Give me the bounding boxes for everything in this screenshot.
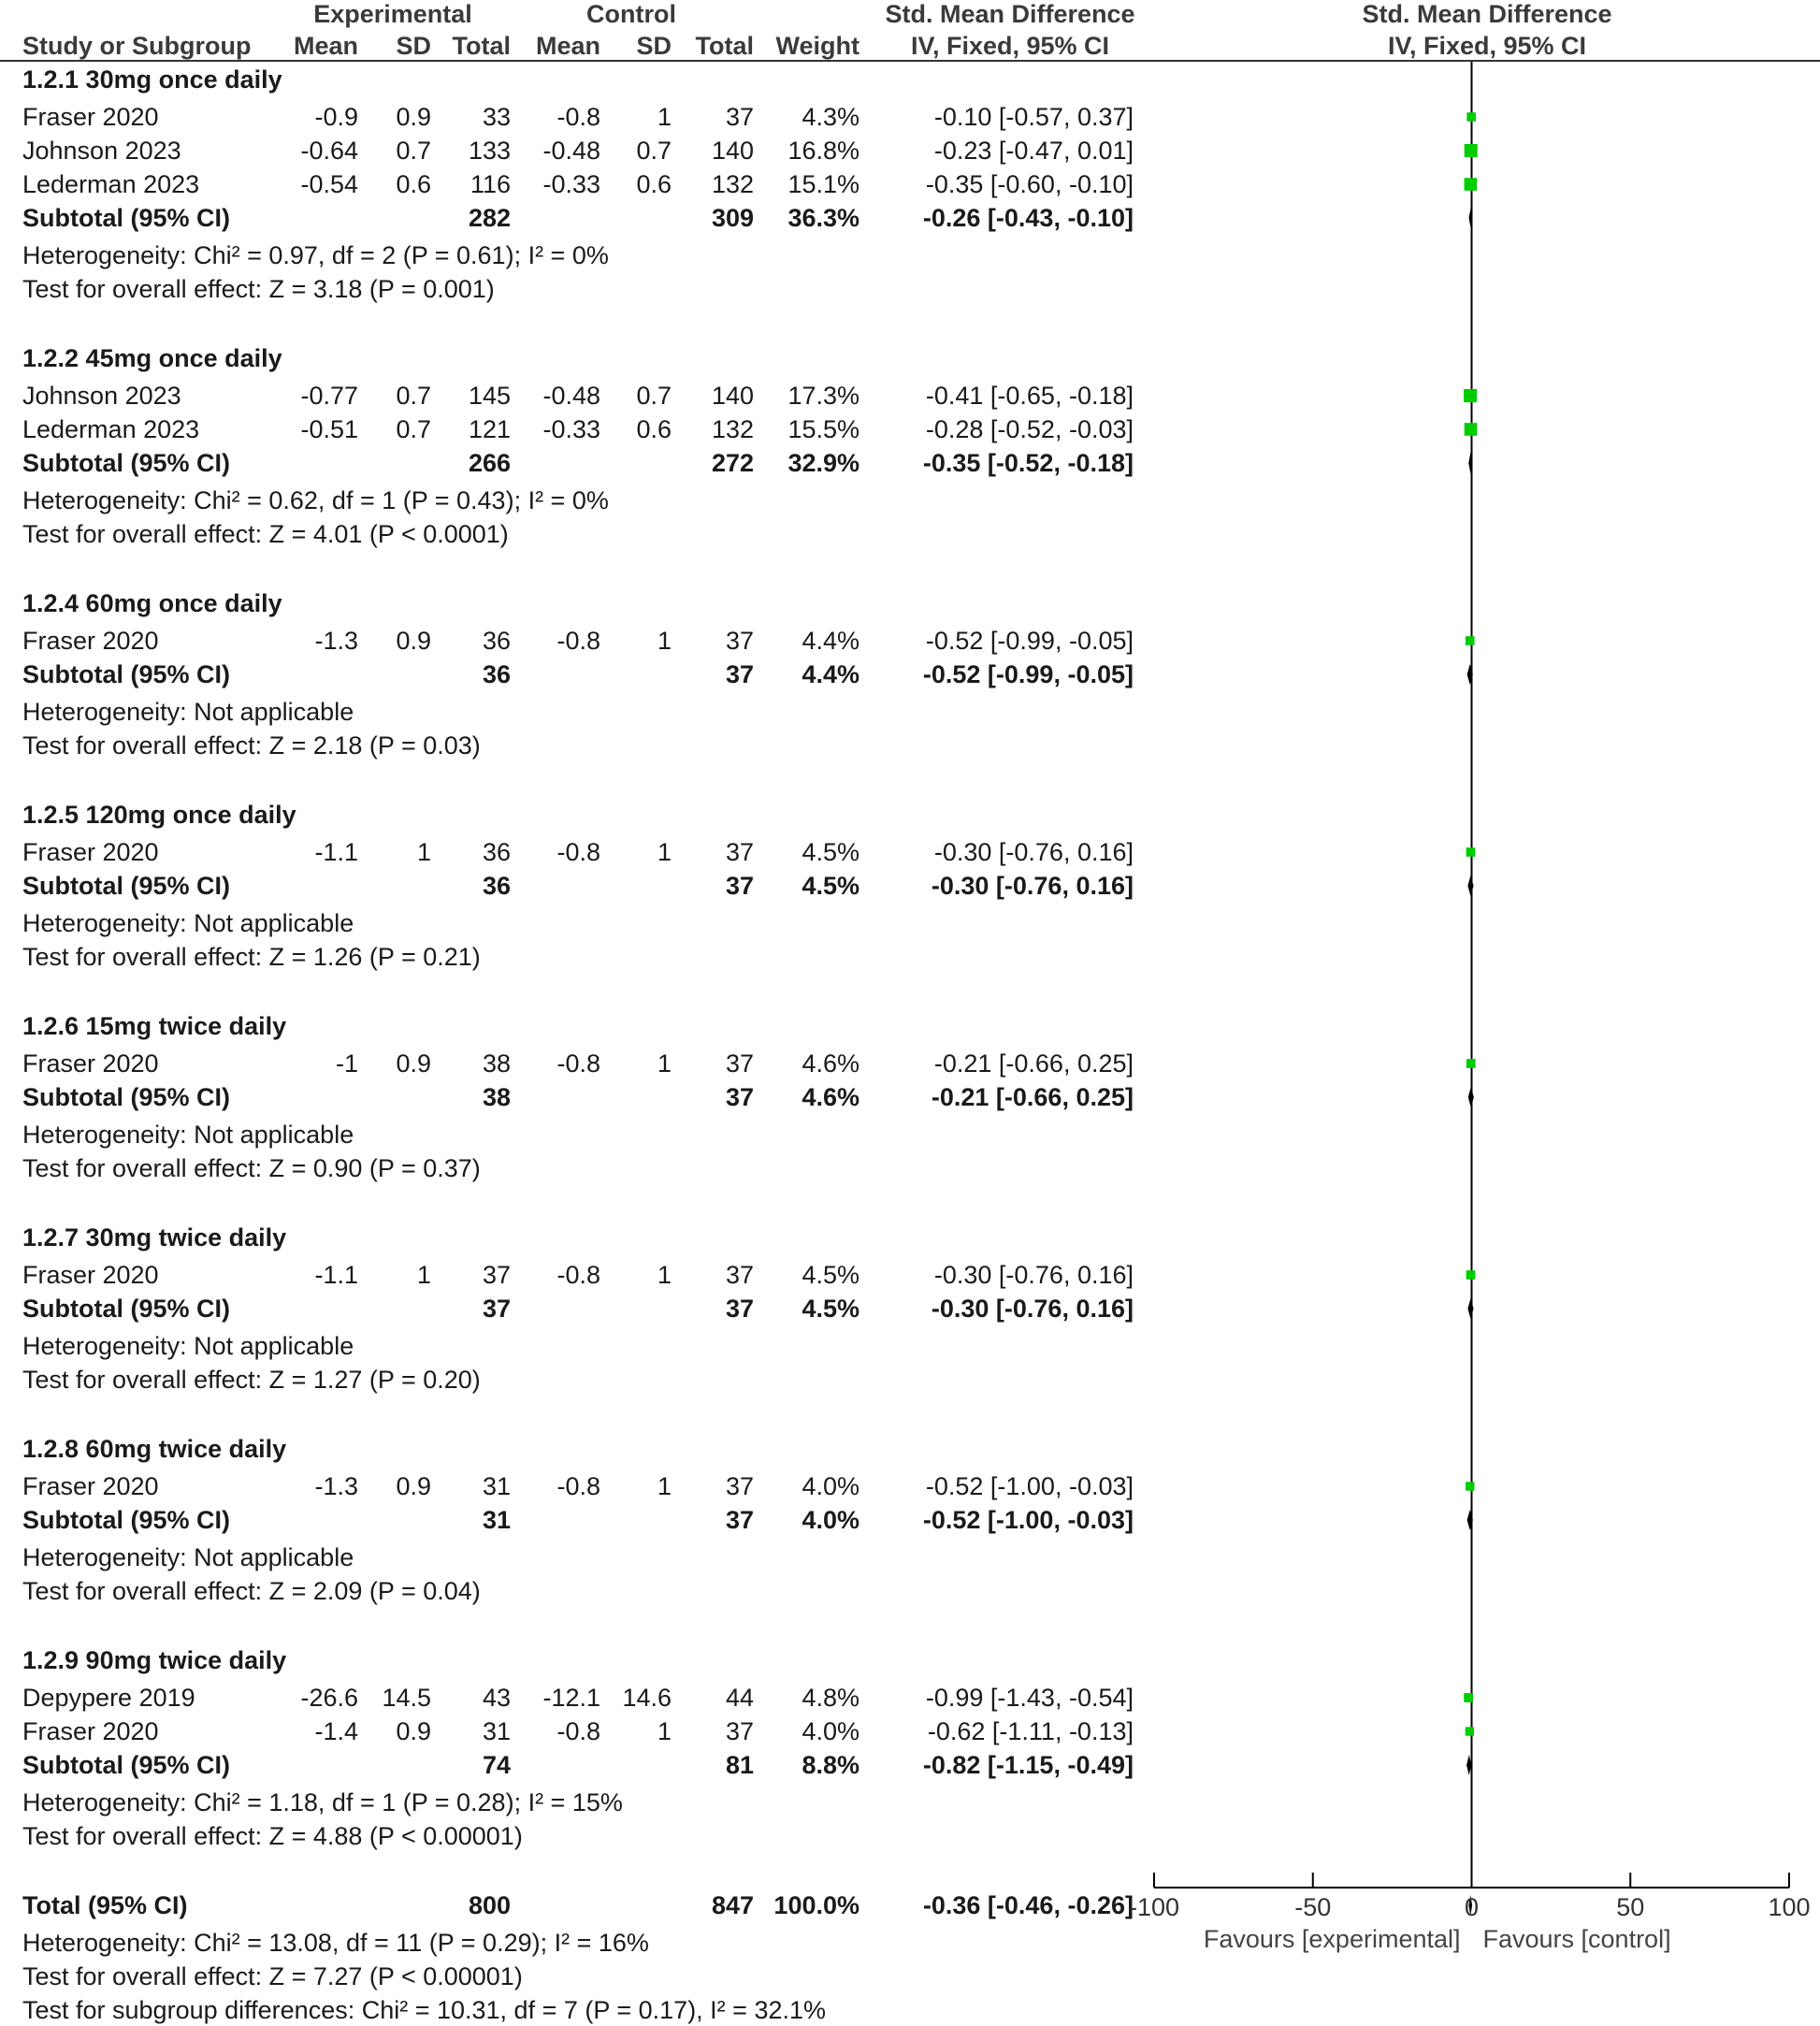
cell-w: 4.5% xyxy=(802,1261,859,1289)
cell-w: 32.9% xyxy=(787,449,859,477)
subgroup-title: 1.2.6 15mg twice daily xyxy=(22,1012,287,1040)
cell-w: 100.0% xyxy=(773,1891,859,1919)
cell-ci: -0.35 [-0.52, -0.18] xyxy=(922,449,1134,477)
cell-ct: 37 xyxy=(725,1295,754,1323)
subgroup-title: 1.2.2 45mg once daily xyxy=(22,344,282,372)
cell-et: 121 xyxy=(468,415,511,443)
header-study: Study or Subgroup xyxy=(22,32,252,60)
cell-cm: -0.8 xyxy=(556,103,600,131)
header-ctl-total: Total xyxy=(695,32,754,60)
cell-et: 282 xyxy=(468,204,511,232)
subtotal-label: Subtotal (95% CI) xyxy=(22,1751,231,1779)
cell-cs: 1 xyxy=(657,1049,672,1078)
cell-es: 0.9 xyxy=(396,1049,431,1078)
header-plot-label: Std. Mean Difference xyxy=(1362,0,1612,28)
stat-note: Test for overall effect: Z = 4.88 (P < 0.00001) xyxy=(22,1822,523,1850)
cell-et: 31 xyxy=(482,1506,511,1534)
cell-ct: 81 xyxy=(725,1751,754,1779)
cell-es: 0.9 xyxy=(396,627,431,655)
study-name: Fraser 2020 xyxy=(22,1472,159,1500)
cell-ci: -0.26 [-0.43, -0.10] xyxy=(922,204,1134,232)
study-name: Lederman 2023 xyxy=(22,415,200,443)
total-label: Total (95% CI) xyxy=(22,1891,188,1919)
cell-ci: -0.10 [-0.57, 0.37] xyxy=(933,103,1134,131)
cell-w: 4.6% xyxy=(802,1083,859,1111)
cell-es: 0.7 xyxy=(396,382,431,410)
stat-note: Heterogeneity: Not applicable xyxy=(22,909,354,937)
cell-ct: 37 xyxy=(725,1472,754,1500)
cell-es: 1 xyxy=(416,1261,431,1289)
cell-w: 15.5% xyxy=(787,415,859,443)
cell-ct: 140 xyxy=(711,137,754,165)
cell-cm: -0.48 xyxy=(542,137,600,165)
stat-note: Heterogeneity: Not applicable xyxy=(22,1332,354,1360)
cell-et: 31 xyxy=(482,1472,511,1500)
cell-cm: -0.8 xyxy=(556,838,600,866)
cell-ci: -0.30 [-0.76, 0.16] xyxy=(933,838,1134,866)
cell-w: 4.5% xyxy=(802,1295,859,1323)
stat-note: Test for overall effect: Z = 2.09 (P = 0.04) xyxy=(22,1577,481,1605)
subtotal-label: Subtotal (95% CI) xyxy=(22,449,231,477)
cell-w: 4.0% xyxy=(802,1717,859,1745)
subtotal-diamond xyxy=(1467,1298,1473,1319)
x-tick-label: 100 xyxy=(1768,1893,1811,1921)
study-marker xyxy=(1466,1727,1474,1735)
study-name: Fraser 2020 xyxy=(22,1049,159,1078)
cell-ct: 37 xyxy=(725,1083,754,1111)
study-name: Fraser 2020 xyxy=(22,103,159,131)
cell-ct: 37 xyxy=(725,838,754,866)
cell-w: 15.1% xyxy=(787,170,859,198)
cell-w: 16.8% xyxy=(787,137,859,165)
cell-et: 36 xyxy=(482,872,511,900)
stat-note: Heterogeneity: Chi² = 0.97, df = 2 (P = 0.61); I² = 0% xyxy=(22,241,609,269)
cell-ci: -0.30 [-0.76, 0.16] xyxy=(931,1295,1134,1323)
stat-note: Test for overall effect: Z = 1.27 (P = 0.20) xyxy=(22,1366,481,1394)
cell-em: -0.54 xyxy=(300,170,358,198)
cell-w: 8.8% xyxy=(802,1751,859,1779)
cell-cm: -0.33 xyxy=(542,415,600,443)
cell-et: 31 xyxy=(482,1717,511,1745)
study-marker xyxy=(1465,423,1478,436)
cell-es: 0.9 xyxy=(396,1472,431,1500)
stat-note: Heterogeneity: Not applicable xyxy=(22,698,354,726)
cell-ci: -0.52 [-0.99, -0.05] xyxy=(925,627,1134,655)
cell-cm: -0.8 xyxy=(556,1472,600,1500)
header-effect: Std. Mean Difference xyxy=(885,0,1135,28)
cell-cs: 0.7 xyxy=(636,382,672,410)
cell-em: -0.51 xyxy=(300,415,358,443)
stat-note: Test for overall effect: Z = 1.26 (P = 0.21) xyxy=(22,943,481,971)
cell-cs: 0.6 xyxy=(636,415,672,443)
x-tick-label: 0 xyxy=(1464,1893,1480,1921)
forest-plot-area xyxy=(1122,56,1814,1977)
cell-w: 4.0% xyxy=(802,1472,859,1500)
stat-note: Test for subgroup differences: Chi² = 10.31, df = 7 (P = 0.17), I² = 32.1% xyxy=(22,1996,827,2024)
cell-et: 116 xyxy=(469,170,511,198)
study-name: Fraser 2020 xyxy=(22,1261,159,1289)
favours-control-label: Favours [control] xyxy=(1482,1925,1671,1953)
subgroup-title: 1.2.9 90mg twice daily xyxy=(22,1646,287,1674)
cell-ci: -0.99 [-1.43, -0.54] xyxy=(925,1684,1134,1712)
cell-ct: 37 xyxy=(725,627,754,655)
cell-cs: 1 xyxy=(657,627,672,655)
study-name: Lederman 2023 xyxy=(22,170,200,198)
cell-et: 37 xyxy=(482,1295,511,1323)
cell-em: -1.1 xyxy=(314,1261,358,1289)
study-marker xyxy=(1464,389,1477,402)
subtotal-label: Subtotal (95% CI) xyxy=(22,204,231,232)
cell-es: 1 xyxy=(416,838,431,866)
subtotal-label: Subtotal (95% CI) xyxy=(22,872,231,900)
cell-w: 4.6% xyxy=(802,1049,859,1078)
header-control: Control xyxy=(586,0,676,28)
cell-em: -1.3 xyxy=(314,1472,358,1500)
cell-ci: -0.35 [-0.60, -0.10] xyxy=(925,170,1134,198)
x-tick-label: 50 xyxy=(1616,1893,1645,1921)
header-exp-mean: Mean xyxy=(293,32,358,60)
header-ctl-mean: Mean xyxy=(535,32,600,60)
cell-cm: -0.8 xyxy=(556,1049,600,1078)
cell-ct: 37 xyxy=(725,1261,754,1289)
cell-em: -0.77 xyxy=(300,382,358,410)
cell-et: 33 xyxy=(482,103,511,131)
study-marker xyxy=(1466,112,1476,122)
cell-ct: 37 xyxy=(725,103,754,131)
cell-et: 43 xyxy=(482,1684,511,1712)
stat-note: Test for overall effect: Z = 7.27 (P < 0.00001) xyxy=(22,1962,523,1990)
cell-et: 37 xyxy=(482,1261,511,1289)
cell-ci: -0.52 [-0.99, -0.05] xyxy=(922,660,1134,688)
cell-em: -26.6 xyxy=(300,1684,358,1712)
stat-note: Heterogeneity: Chi² = 0.62, df = 1 (P = 0.43); I² = 0% xyxy=(22,486,609,514)
stat-note: Test for overall effect: Z = 4.01 (P < 0.0001) xyxy=(22,520,509,548)
header-ctl-sd: SD xyxy=(636,32,672,60)
cell-ct: 37 xyxy=(725,872,754,900)
cell-cm: -12.1 xyxy=(542,1684,600,1712)
subtotal-label: Subtotal (95% CI) xyxy=(22,1083,231,1111)
cell-cs: 1 xyxy=(657,1717,672,1745)
cell-ci: -0.52 [-1.00, -0.03] xyxy=(922,1506,1134,1534)
cell-cm: -0.33 xyxy=(542,170,600,198)
cell-es: 14.5 xyxy=(382,1684,431,1712)
cell-ct: 272 xyxy=(711,449,754,477)
cell-et: 38 xyxy=(482,1083,511,1111)
cell-ci: -0.30 [-0.76, 0.16] xyxy=(933,1261,1134,1289)
cell-w: 4.5% xyxy=(802,838,859,866)
subtotal-label: Subtotal (95% CI) xyxy=(22,660,231,688)
cell-w: 4.4% xyxy=(802,660,859,688)
study-marker xyxy=(1466,1482,1474,1490)
cell-et: 38 xyxy=(482,1049,511,1078)
cell-ct: 132 xyxy=(711,170,754,198)
cell-cm: -0.8 xyxy=(556,1717,600,1745)
study-marker xyxy=(1466,1059,1476,1068)
subtotal-label: Subtotal (95% CI) xyxy=(22,1295,231,1323)
cell-w: 4.3% xyxy=(802,103,859,131)
cell-et: 36 xyxy=(482,627,511,655)
cell-et: 266 xyxy=(468,449,511,477)
study-marker xyxy=(1465,178,1478,191)
stat-note: Test for overall effect: Z = 3.18 (P = 0.001) xyxy=(22,275,495,303)
header-effect-method: IV, Fixed, 95% CI xyxy=(910,32,1110,60)
study-name: Johnson 2023 xyxy=(22,137,181,165)
header-plot-method: IV, Fixed, 95% CI xyxy=(1387,32,1587,60)
cell-cs: 1 xyxy=(657,103,672,131)
study-name: Johnson 2023 xyxy=(22,382,181,410)
cell-et: 36 xyxy=(482,660,511,688)
cell-w: 4.0% xyxy=(802,1506,859,1534)
cell-ci: -0.30 [-0.76, 0.16] xyxy=(931,872,1134,900)
stat-note: Heterogeneity: Chi² = 1.18, df = 1 (P = 0.28); I² = 15% xyxy=(22,1788,623,1816)
cell-ci: -0.82 [-1.15, -0.49] xyxy=(922,1751,1134,1779)
study-name: Depypere 2019 xyxy=(22,1684,195,1712)
cell-cm: -0.8 xyxy=(556,627,600,655)
cell-es: 0.7 xyxy=(396,137,431,165)
cell-w: 4.8% xyxy=(802,1684,859,1712)
study-name: Fraser 2020 xyxy=(22,627,159,655)
cell-em: -0.9 xyxy=(314,103,358,131)
cell-cm: -0.48 xyxy=(542,382,600,410)
header-exp-sd: SD xyxy=(396,32,431,60)
cell-ct: 37 xyxy=(725,660,754,688)
cell-et: 74 xyxy=(482,1751,511,1779)
cell-em: -1.3 xyxy=(314,627,358,655)
cell-ci: -0.36 [-0.46, -0.26] xyxy=(922,1891,1134,1919)
cell-es: 0.6 xyxy=(396,170,431,198)
cell-ct: 37 xyxy=(725,1049,754,1078)
study-marker xyxy=(1466,636,1475,645)
favours-experimental-label: Favours [experimental] xyxy=(1203,1925,1461,1953)
cell-ci: -0.28 [-0.52, -0.03] xyxy=(925,415,1134,443)
cell-em: -1.1 xyxy=(314,838,358,866)
cell-w: 4.5% xyxy=(802,872,859,900)
study-name: Fraser 2020 xyxy=(22,1717,159,1745)
study-marker xyxy=(1464,1693,1473,1702)
cell-em: -1 xyxy=(335,1049,358,1078)
subtotal-diamond xyxy=(1468,1087,1474,1107)
cell-cs: 1 xyxy=(657,1472,672,1500)
subtotal-diamond xyxy=(1467,876,1473,896)
cell-et: 36 xyxy=(482,838,511,866)
subgroup-title: 1.2.5 120mg once daily xyxy=(22,801,296,829)
cell-cm: -0.8 xyxy=(556,1261,600,1289)
cell-w: 36.3% xyxy=(787,204,859,232)
cell-ct: 309 xyxy=(711,204,754,232)
cell-ct: 44 xyxy=(725,1684,754,1712)
cell-ct: 847 xyxy=(711,1891,754,1919)
cell-w: 17.3% xyxy=(787,382,859,410)
cell-et: 800 xyxy=(468,1891,511,1919)
header-weight: Weight xyxy=(775,32,859,60)
study-marker xyxy=(1466,1270,1476,1280)
cell-et: 145 xyxy=(468,382,511,410)
header-experimental: Experimental xyxy=(313,0,472,28)
subgroup-title: 1.2.7 30mg twice daily xyxy=(22,1223,287,1252)
cell-ci: -0.21 [-0.66, 0.25] xyxy=(933,1049,1134,1078)
cell-ct: 140 xyxy=(711,382,754,410)
cell-cs: 1 xyxy=(657,1261,672,1289)
study-marker xyxy=(1466,847,1476,857)
subgroup-title: 1.2.8 60mg twice daily xyxy=(22,1435,287,1463)
cell-ct: 37 xyxy=(725,1717,754,1745)
cell-et: 133 xyxy=(468,137,511,165)
cell-ci: -0.41 [-0.65, -0.18] xyxy=(925,382,1134,410)
stat-note: Test for overall effect: Z = 0.90 (P = 0.37) xyxy=(22,1154,481,1182)
stat-note: Test for overall effect: Z = 2.18 (P = 0.03) xyxy=(22,731,481,760)
stat-note: Heterogeneity: Not applicable xyxy=(22,1121,354,1149)
subgroup-title: 1.2.4 60mg once daily xyxy=(22,589,282,617)
cell-ct: 132 xyxy=(711,415,754,443)
cell-em: -0.64 xyxy=(300,137,358,165)
cell-ci: -0.52 [-1.00, -0.03] xyxy=(925,1472,1134,1500)
x-tick-label: -50 xyxy=(1294,1893,1332,1921)
cell-ci: -0.62 [-1.11, -0.13] xyxy=(927,1717,1134,1745)
cell-ct: 37 xyxy=(725,1506,754,1534)
cell-cs: 0.7 xyxy=(636,137,672,165)
cell-cs: 14.6 xyxy=(622,1684,672,1712)
cell-cs: 0.6 xyxy=(636,170,672,198)
cell-es: 0.9 xyxy=(396,103,431,131)
x-tick-label: -100 xyxy=(1128,1893,1180,1921)
stat-note: Heterogeneity: Chi² = 13.08, df = 11 (P = 0.29); I² = 16% xyxy=(22,1929,649,1957)
cell-w: 4.4% xyxy=(802,627,859,655)
study-marker xyxy=(1465,144,1478,157)
cell-es: 0.9 xyxy=(396,1717,431,1745)
header-exp-total: Total xyxy=(452,32,511,60)
cell-cs: 1 xyxy=(657,838,672,866)
subtotal-label: Subtotal (95% CI) xyxy=(22,1506,231,1534)
cell-ci: -0.23 [-0.47, 0.01] xyxy=(933,137,1134,165)
cell-ci: -0.21 [-0.66, 0.25] xyxy=(931,1083,1134,1111)
cell-es: 0.7 xyxy=(396,415,431,443)
stat-note: Heterogeneity: Not applicable xyxy=(22,1543,354,1571)
subgroup-title: 1.2.1 30mg once daily xyxy=(22,65,282,94)
cell-em: -1.4 xyxy=(314,1717,358,1745)
study-name: Fraser 2020 xyxy=(22,838,159,866)
